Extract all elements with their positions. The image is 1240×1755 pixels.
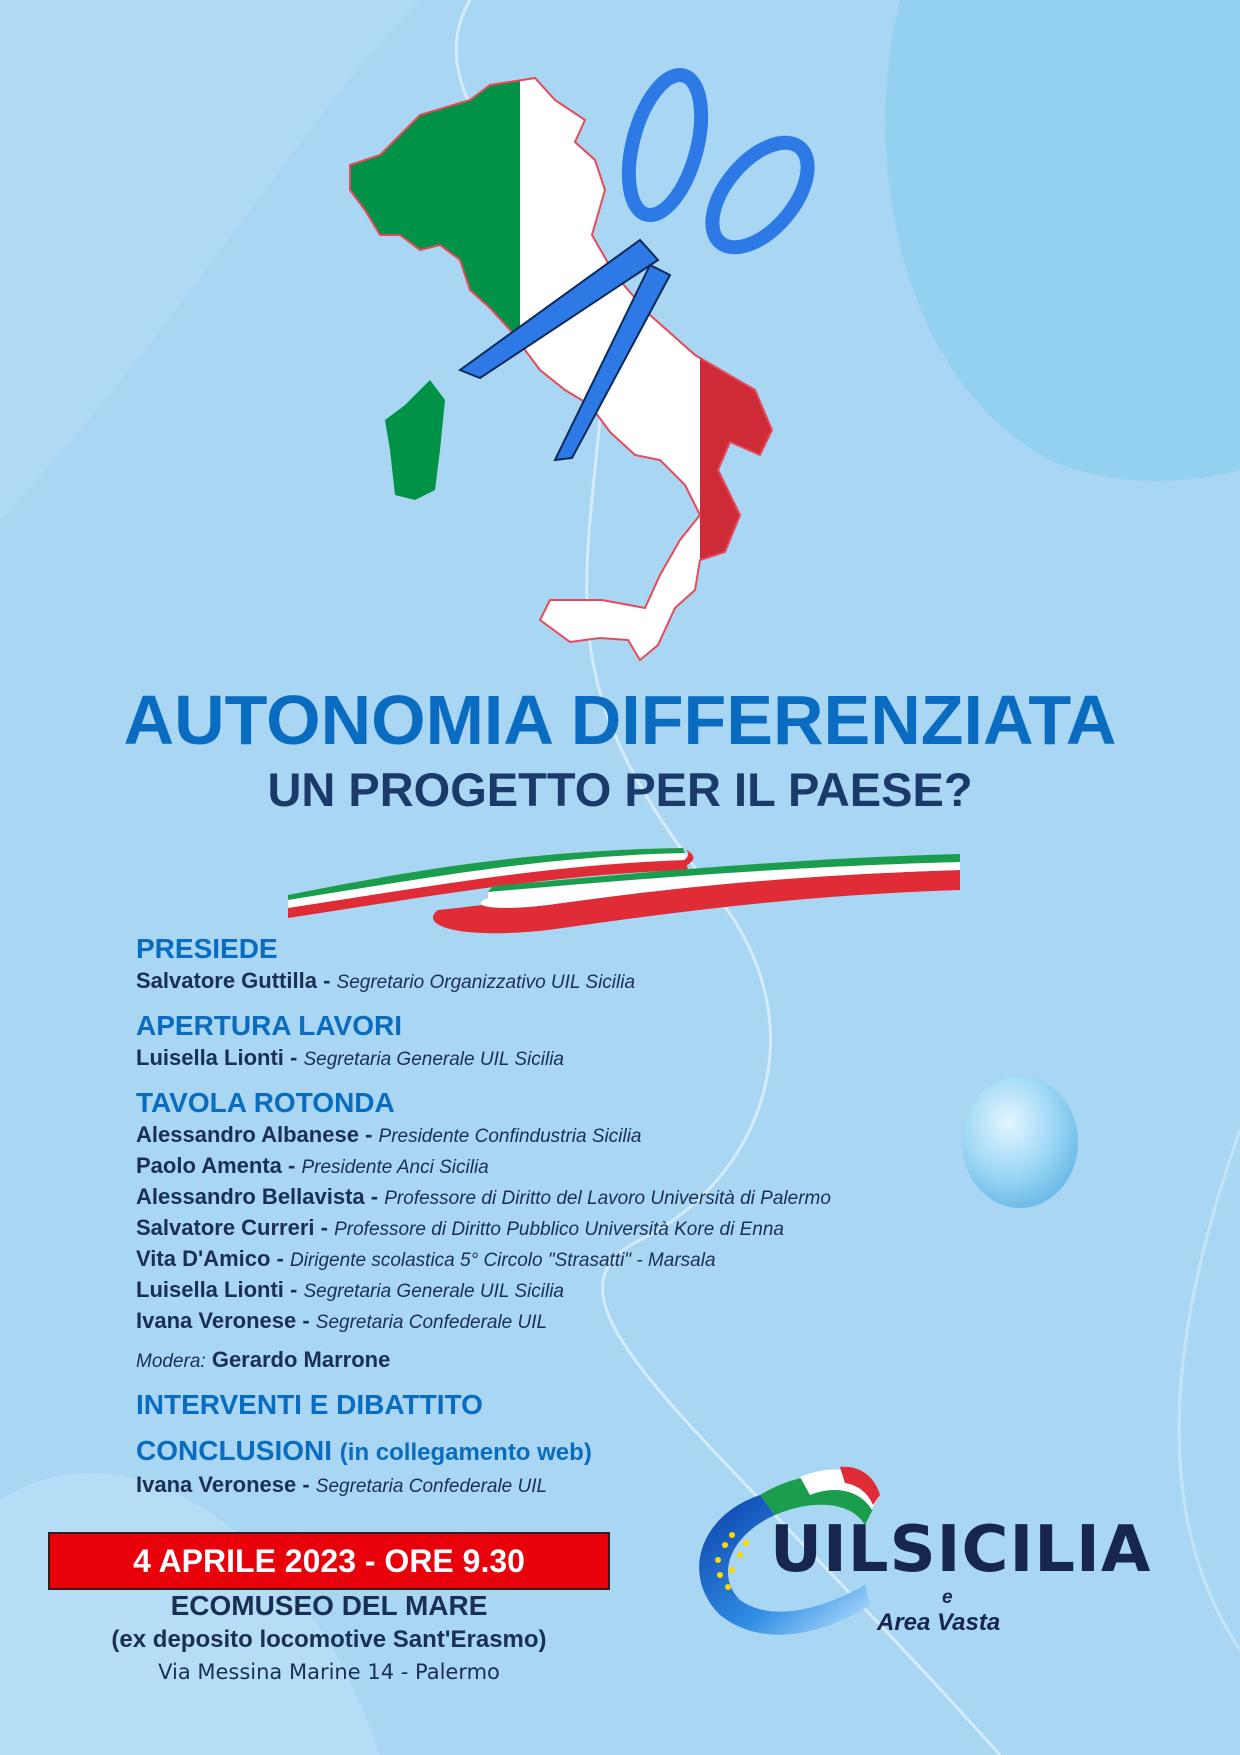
logo-connector: e [942, 1587, 953, 1608]
speaker-name: Luisella Lionti [136, 1045, 284, 1070]
section-interventi: INTERVENTI E DIBATTITO [136, 1389, 483, 1420]
speaker-role: Presidente Anci Sicilia [301, 1157, 489, 1178]
event-title: AUTONOMIA DIFFERENZIATA [123, 681, 1117, 759]
speaker-role: Segretaria Generale UIL Sicilia [303, 1049, 564, 1070]
speaker-line: Paolo Amenta - Presidente Anci Sicilia [136, 1153, 489, 1178]
speaker-name: Ivana Veronese [136, 1308, 297, 1333]
speaker-role: Segretario Organizzativo UIL Sicilia [336, 972, 636, 993]
section-apertura: APERTURA LAVORI [136, 1010, 402, 1041]
apertura-line: Luisella Lionti - Segretaria Generale UIL Sicilia [136, 1045, 564, 1070]
moderator-name: Gerardo Marrone [211, 1347, 391, 1372]
speaker-name: Luisella Lionti [136, 1277, 284, 1302]
logo-wordmark: UILSICILIA [770, 1513, 1152, 1587]
logo-subtitle: Area Vasta [877, 1609, 1001, 1636]
conclusioni-note: (in collegamento web) [339, 1439, 592, 1466]
speaker-name: Ivana Veronese [136, 1472, 297, 1497]
conclusioni-heading: CONCLUSIONI [136, 1435, 332, 1466]
uil-logo [680, 1455, 1160, 1655]
event-date-time: 4 APRILE 2023 - ORE 9.30 [48, 1532, 610, 1590]
section-tavola: TAVOLA ROTONDA [136, 1087, 395, 1118]
speaker-role: Dirigente scolastica 5° Circolo "Strasatti" - Marsala [290, 1250, 716, 1271]
speaker-role: Professore di Diritto Pubblico Università Kore di Enna [334, 1219, 784, 1240]
venue-address: Via Messina Marine 14 - Palermo [158, 1660, 500, 1684]
speaker-role: Professore di Diritto del Lavoro Università di Palermo [384, 1188, 831, 1209]
speaker-role: Presidente Confindustria Sicilia [378, 1126, 642, 1147]
moderator-label: Modera: [136, 1351, 206, 1372]
speaker-name: Alessandro Bellavista [136, 1184, 365, 1209]
speaker-line: Luisella Lionti - Segretaria Generale UIL Sicilia [136, 1277, 564, 1302]
italy-flag-map [340, 60, 880, 680]
moderator-line [136, 1345, 1036, 1376]
venue-name: ECOMUSEO DEL MARE [170, 1590, 488, 1621]
speaker-line: Salvatore Curreri - Professore di Diritto Pubblico Università Kore di Enna [136, 1215, 784, 1240]
speaker-line: Vita D'Amico - Dirigente scolastica 5° Circolo "Strasatti" - Marsala [136, 1246, 716, 1271]
speaker-name: Paolo Amenta [136, 1153, 282, 1178]
speaker-line: Alessandro Bellavista - Professore di Diritto del Lavoro Università di Palermo [136, 1184, 831, 1209]
section-presiede: PRESIEDE [136, 933, 278, 964]
speaker-name: Salvatore Curreri [136, 1215, 315, 1240]
speaker-role: Segretaria Confederale UIL [315, 1476, 548, 1497]
speaker-role: Segretaria Generale UIL Sicilia [303, 1281, 564, 1302]
conclusioni-line: Ivana Veronese - Segretaria Confederale UIL [136, 1472, 548, 1497]
speaker-name: Vita D'Amico [136, 1246, 271, 1271]
venue-note: (ex deposito locomotive Sant'Erasmo) [111, 1626, 547, 1653]
speaker-line: Alessandro Albanese - Presidente Confindustria Sicilia [136, 1122, 642, 1147]
speaker-line: Ivana Veronese - Segretaria Confederale UIL [136, 1308, 548, 1333]
program [136, 932, 1036, 1501]
presiede-line: Salvatore Guttilla - Segretario Organizzativo UIL Sicilia [136, 968, 636, 993]
tricolor-ribbon [288, 840, 960, 940]
speaker-name: Alessandro Albanese [136, 1122, 359, 1147]
speaker-role: Segretaria Confederale UIL [315, 1312, 548, 1333]
event-subtitle: UN PROGETTO PER IL PAESE? [267, 763, 973, 816]
speaker-name: Salvatore Guttilla [136, 968, 317, 993]
